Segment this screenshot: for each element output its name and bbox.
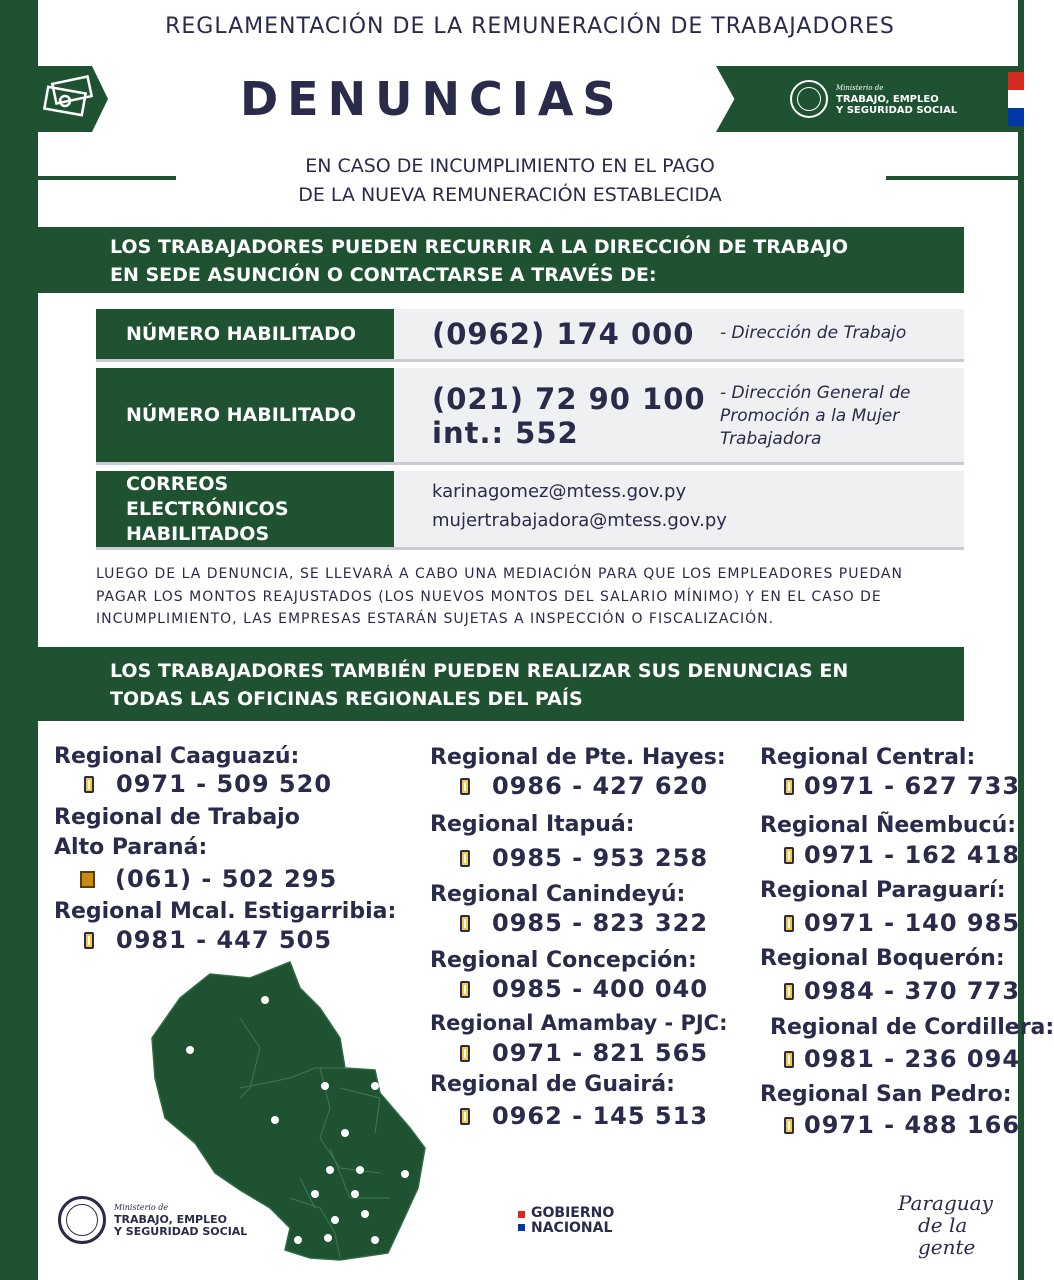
regional-phone[interactable] bbox=[784, 841, 1020, 869]
ministry-seal-icon bbox=[790, 80, 828, 118]
ministry-line2: Y SEGURIDAD SOCIAL bbox=[836, 104, 958, 116]
paragraph-line3: INCUMPLIMIENTO, LAS EMPRESAS ESTARÁN SUJETAS A INSPECCIÓN O FISCALIZACIÓN. bbox=[96, 611, 775, 627]
regional-phone-number: 0971 - 162 418 bbox=[804, 841, 1021, 869]
banner2-line1: LOS TRABAJADORES TAMBIÉN PUEDEN REALIZAR SUS DENUNCIAS EN bbox=[110, 660, 849, 682]
footer-ministry-line2: Y SEGURIDAD SOCIAL bbox=[114, 1225, 248, 1238]
regional-phone-number: 0985 - 823 322 bbox=[492, 909, 709, 937]
regional-phone[interactable] bbox=[784, 1045, 1020, 1073]
contact-desc-2-line2: Promoción a la Mujer bbox=[720, 406, 900, 426]
regional-phone[interactable] bbox=[460, 1039, 708, 1067]
regional-phone[interactable] bbox=[460, 975, 708, 1003]
contact-desc-2 bbox=[720, 382, 910, 451]
regional-name: Regional Canindeyú: bbox=[430, 882, 686, 907]
regional-name: Regional de Guairá: bbox=[430, 1072, 675, 1097]
regional-name: Regional de Cordillera: bbox=[770, 1015, 1054, 1040]
mobile-phone-icon bbox=[784, 778, 794, 795]
banner2-line2: TODAS LAS OFICINAS REGIONALES DEL PAÍS bbox=[110, 688, 583, 710]
email-link-2[interactable]: mujertrabajadora@mtess.gov.py bbox=[432, 510, 727, 531]
gob-line1: GOBIERNO bbox=[531, 1205, 615, 1221]
phone-number-2[interactable]: (021) 72 90 100 bbox=[432, 382, 706, 416]
paragraph-line1: LUEGO DE LA DENUNCIA, SE LLEVARÁ A CABO UNA MEDIACIÓN PARA QUE LOS EMPLEADORES PUEDAN bbox=[96, 566, 903, 582]
mobile-phone-icon bbox=[784, 1117, 794, 1134]
mobile-phone-icon bbox=[84, 776, 94, 793]
map-pin bbox=[261, 996, 269, 1004]
contact-row-2 bbox=[96, 368, 964, 462]
regional-phone-number: 0985 - 400 040 bbox=[492, 975, 709, 1003]
regional-phone-number: 0986 - 427 620 bbox=[492, 772, 709, 800]
regional-phone-number: 0981 - 447 505 bbox=[116, 926, 333, 954]
banner-regionales bbox=[38, 647, 964, 721]
regional-name: Regional de Trabajo bbox=[54, 805, 300, 830]
regional-name: Regional Amambay - PJC: bbox=[430, 1011, 728, 1035]
map-pin bbox=[361, 1210, 369, 1218]
map-pin bbox=[341, 1129, 349, 1137]
regional-phone-number: 0981 - 236 094 bbox=[804, 1045, 1021, 1073]
regional-phone[interactable] bbox=[84, 926, 332, 954]
map-pin bbox=[294, 1236, 302, 1244]
map-pin bbox=[324, 1234, 332, 1242]
regional-phone-number: 0971 - 627 733 bbox=[804, 772, 1021, 800]
ministry-seal-icon bbox=[58, 1196, 106, 1244]
regional-name: Regional Mcal. Estigarribia: bbox=[54, 899, 397, 924]
paraguay-flag-icon bbox=[1008, 72, 1024, 126]
regional-phone[interactable] bbox=[784, 977, 1020, 1005]
email-list bbox=[432, 477, 727, 535]
regional-phone[interactable] bbox=[784, 772, 1020, 800]
banner1-line1: LOS TRABAJADORES PUEDEN RECURRIR A LA DIRECCIÓN DE TRABAJO bbox=[110, 236, 849, 258]
mobile-phone-icon bbox=[460, 1045, 470, 1062]
paragraph-line2: PAGAR LOS MONTOS REAJUSTADOS (LOS NUEVOS MONTOS DEL SALARIO MÍNIMO) Y EN EL CASO DE bbox=[96, 588, 882, 605]
regional-name: Regional Caaguazú: bbox=[54, 744, 300, 769]
phone-extension-2: int.: 552 bbox=[432, 416, 579, 450]
subtitle bbox=[200, 152, 820, 210]
gob-line2: NACIONAL bbox=[531, 1220, 613, 1236]
regional-phone[interactable] bbox=[80, 865, 337, 893]
mobile-phone-icon bbox=[84, 932, 94, 949]
email-label-line3: HABILITADOS bbox=[126, 522, 270, 545]
subtitle-line2: DE LA NUEVA REMUNERACIÓN ESTABLECIDA bbox=[298, 184, 722, 206]
gobierno-nacional-logo bbox=[518, 1206, 614, 1236]
mobile-phone-icon bbox=[784, 983, 794, 1000]
landline-phone-icon bbox=[80, 871, 95, 888]
map-pin bbox=[401, 1170, 409, 1178]
contact-desc-2-line3: Trabajadora bbox=[720, 429, 822, 449]
regional-name: Regional Paraguarí: bbox=[760, 878, 1006, 903]
contact-label-1: NÚMERO HABILITADO bbox=[96, 309, 394, 359]
footer-ministry-line1: TRABAJO, EMPLEO bbox=[114, 1213, 227, 1226]
regional-phone-number: (061) - 502 295 bbox=[115, 865, 338, 893]
map-pin bbox=[271, 1116, 279, 1124]
map-pin bbox=[321, 1082, 329, 1090]
map-pin bbox=[186, 1046, 194, 1054]
regional-phone[interactable] bbox=[84, 770, 332, 798]
map-pin bbox=[351, 1190, 359, 1198]
top-title: REGLAMENTACIÓN DE LA REMUNERACIÓN DE TRABAJADORES bbox=[165, 14, 895, 39]
slogan-line1: Paraguay bbox=[898, 1191, 993, 1215]
regional-phone-number: 0971 - 488 166 bbox=[804, 1111, 1021, 1139]
mobile-phone-icon bbox=[460, 850, 470, 867]
regional-phone[interactable] bbox=[460, 1102, 708, 1130]
regional-name: Regional Central: bbox=[760, 745, 976, 770]
slogan-line2: de la gente bbox=[918, 1213, 976, 1259]
contact-label-3 bbox=[96, 471, 394, 547]
regional-phone-number: 0971 - 509 520 bbox=[116, 770, 333, 798]
right-frame-bar bbox=[1018, 0, 1024, 1280]
footer-ministry-logo bbox=[58, 1196, 247, 1244]
money-icon bbox=[40, 76, 96, 120]
regional-phone[interactable] bbox=[460, 909, 708, 937]
regional-name-line2: Alto Paraná: bbox=[54, 835, 208, 860]
regional-phone-number: 0971 - 821 565 bbox=[492, 1039, 709, 1067]
left-frame-bar bbox=[0, 0, 38, 1280]
regional-name: Regional Itapuá: bbox=[430, 812, 635, 837]
contact-desc-2-line1: - Dirección General de bbox=[720, 383, 911, 403]
regional-name: Regional Concepción: bbox=[430, 948, 697, 973]
regional-name: Regional San Pedro: bbox=[760, 1082, 1012, 1107]
banner1-line2: EN SEDE ASUNCIÓN O CONTACTARSE A TRAVÉS DE: bbox=[110, 264, 657, 286]
phone-number-1[interactable]: (0962) 174 000 bbox=[432, 317, 695, 351]
map-pin bbox=[311, 1190, 319, 1198]
mobile-phone-icon bbox=[460, 915, 470, 932]
contact-row-1 bbox=[96, 309, 964, 359]
mobile-phone-icon bbox=[460, 981, 470, 998]
ministry-line1: TRABAJO, EMPLEO bbox=[836, 93, 939, 105]
contact-desc-1: - Dirección de Trabajo bbox=[720, 323, 907, 343]
regional-phone[interactable] bbox=[460, 772, 708, 800]
email-link-1[interactable]: karinagomez@mtess.gov.py bbox=[432, 481, 687, 502]
email-label-line2: ELECTRÓNICOS bbox=[126, 497, 289, 520]
subtitle-line1: EN CASO DE INCUMPLIMIENTO EN EL PAGO bbox=[305, 155, 715, 177]
divider-right bbox=[886, 176, 1018, 180]
regional-phone-number: 0985 - 953 258 bbox=[492, 844, 709, 872]
map-pin bbox=[331, 1216, 339, 1224]
mobile-phone-icon bbox=[784, 1051, 794, 1068]
regional-phone[interactable] bbox=[460, 844, 708, 872]
map-pin bbox=[326, 1166, 334, 1174]
contact-row-3 bbox=[96, 471, 964, 547]
page-title: DENUNCIAS bbox=[240, 72, 625, 126]
footer-ministry-prefix: Ministerio de bbox=[114, 1203, 169, 1212]
email-label-line1: CORREOS bbox=[126, 472, 229, 495]
regional-phone[interactable] bbox=[784, 909, 1020, 937]
regional-phone-number: 0962 - 145 513 bbox=[492, 1102, 709, 1130]
regional-name: Regional Ñeembucú: bbox=[760, 813, 1017, 838]
regional-name: Regional Boquerón: bbox=[760, 946, 1005, 971]
mobile-phone-icon bbox=[460, 1108, 470, 1125]
mobile-phone-icon bbox=[460, 778, 470, 795]
regional-phone-number: 0984 - 370 773 bbox=[804, 977, 1021, 1005]
mobile-phone-icon bbox=[784, 847, 794, 864]
ministry-prefix: Ministerio de bbox=[836, 83, 884, 92]
map-pin bbox=[371, 1082, 379, 1090]
mobile-phone-icon bbox=[784, 915, 794, 932]
paraguay-slogan bbox=[898, 1192, 1024, 1258]
contact-label-2: NÚMERO HABILITADO bbox=[96, 368, 394, 462]
gobierno-flag-icon bbox=[518, 1211, 525, 1231]
regional-phone[interactable] bbox=[784, 1111, 1020, 1139]
map-pin bbox=[371, 1236, 379, 1244]
regional-phone-number: 0971 - 140 985 bbox=[804, 909, 1021, 937]
map-pin bbox=[356, 1166, 364, 1174]
regional-name: Regional de Pte. Hayes: bbox=[430, 745, 726, 770]
banner-direccion bbox=[38, 227, 964, 293]
mediation-paragraph bbox=[96, 563, 976, 631]
ministry-header-logo bbox=[790, 80, 957, 118]
divider-left bbox=[38, 176, 176, 180]
